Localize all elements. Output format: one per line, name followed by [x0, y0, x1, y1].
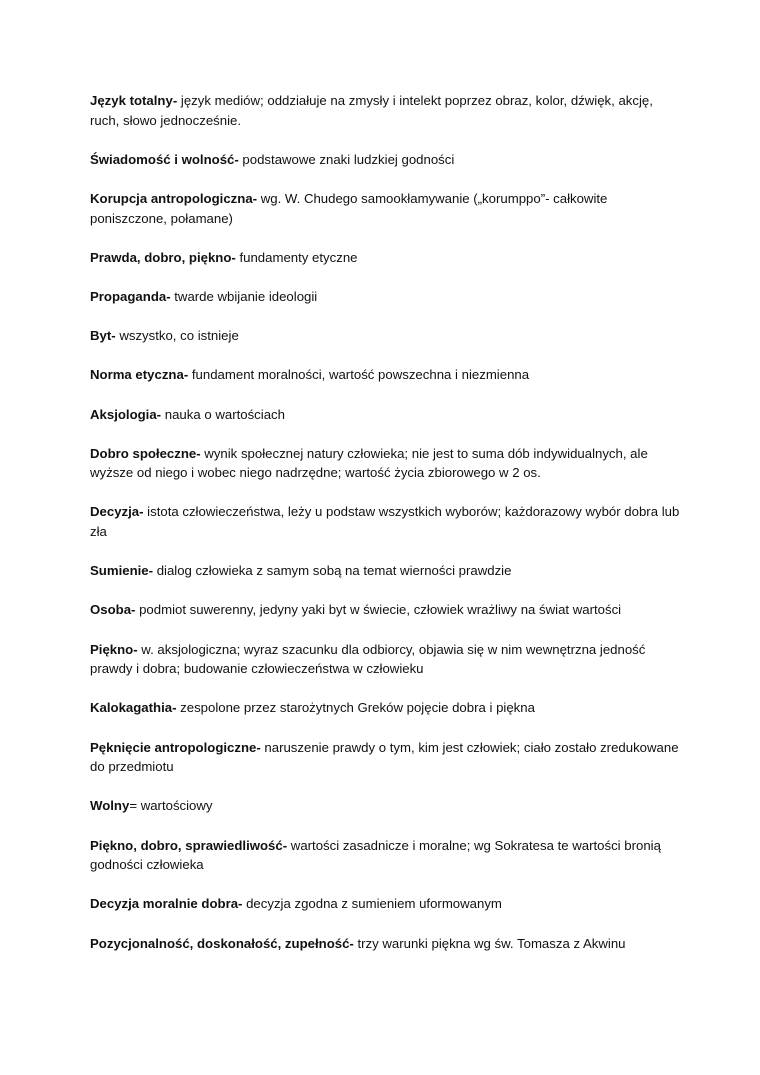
entry-definition: istota człowieczeństwa, leży u podstaw wszystkich wyborów; każdorazowy wybór dobra lub zła [90, 504, 680, 540]
entry-definition: fundament moralności, wartość powszechna i niezmienna [188, 367, 530, 383]
glossary-entry-decyzja-moralnie-dobra [90, 894, 680, 914]
entry-definition: fundamenty etyczne [235, 249, 358, 265]
entry-definition: wartości zasadnicze i moralne; wg Sokratesa te wartości bronią godności człowieka [90, 837, 661, 873]
glossary-entry-byt [90, 326, 680, 346]
entry-term: Byt- [90, 328, 116, 344]
glossary-entry-jezyk-totalny [90, 91, 680, 130]
glossary-entry-dobro-spoleczne [90, 444, 680, 483]
entry-definition: w. aksjologiczna; wyraz szacunku dla odbiorcy, objawia się w nim wewnętrzna jedność prawdy i dobra; budowanie człowieczeństwa w człowieku [90, 641, 646, 677]
entry-definition: język mediów; oddziałuje na zmysły i intelekt poprzez obraz, kolor, dźwięk, akcję, ruch, słowo jednocześnie. [90, 93, 653, 128]
glossary-entry-sumienie [90, 561, 680, 581]
glossary-entry-prawda-dobro-piekno [90, 248, 680, 268]
entry-definition: naruszenie prawdy o tym, kim jest człowiek; ciało zostało zredukowane do przedmiotu [90, 739, 679, 775]
entry-term: Dobro społeczne- [90, 445, 201, 461]
entry-term: Prawda, dobro, piękno- [90, 249, 236, 265]
entry-term: Decyzja moralnie dobra- [90, 896, 243, 912]
entry-term: Decyzja- [90, 504, 144, 520]
entry-definition: = wartościowy [129, 798, 213, 814]
entry-term: Piękno- [90, 641, 138, 657]
glossary-entry-kalokagathia [90, 698, 680, 718]
entry-term: Norma etyczna- [90, 367, 189, 383]
entry-definition: twarde wbijanie ideologii [170, 288, 318, 304]
glossary-entry-decyzja [90, 502, 680, 541]
glossary-entry-propaganda [90, 287, 680, 307]
entry-term: Sumienie- [90, 563, 154, 579]
entry-definition: podstawowe znaki ludzkiej godności [238, 151, 455, 167]
entry-term: Piękno, dobro, sprawiedliwość- [90, 837, 288, 853]
glossary-entry-norma-etyczna [90, 365, 680, 385]
glossary-entry-korupcja-antropologiczna [90, 189, 680, 228]
glossary-entry-piekno-dobro-sprawiedliwosc [90, 836, 680, 875]
entry-term: Język totalny- [90, 93, 178, 108]
entry-definition: wg. W. Chudego samookłamywanie („korumppo”- całkowite poniszczone, połamane) [90, 190, 608, 226]
entry-definition: wynik społecznej natury człowieka; nie jest to suma dób indywidualnych, ale wyższe od niego i wobec niego nadrzędne; wartość życia zbiorowego w 2 os. [90, 445, 648, 481]
glossary-entry-aksjologia [90, 405, 680, 425]
glossary-entry-swiadomosc-i-wolnosc [90, 150, 680, 170]
glossary-entry-pekniecie-antropologiczne [90, 738, 680, 777]
glossary-entry-pozycjonalnosc [90, 934, 680, 954]
entry-definition: nauka o wartościach [161, 406, 285, 422]
entry-term: Kalokagathia- [90, 700, 177, 716]
glossary-entry-osoba [90, 600, 680, 620]
entry-definition: dialog człowieka z samym sobą na temat wierności prawdzie [153, 563, 512, 579]
entry-term: Osoba- [90, 602, 136, 618]
entry-term: Świadomość i wolność- [90, 151, 239, 167]
entry-definition: zespolone przez starożytnych Greków pojęcie dobra i piękna [176, 700, 535, 716]
glossary-entry-piekno [90, 640, 680, 679]
entry-definition: wszystko, co istnieje [115, 328, 239, 344]
glossary-entry-wolny [90, 796, 680, 816]
entry-term: Korupcja antropologiczna- [90, 190, 258, 206]
entry-term: Wolny [90, 798, 130, 814]
entry-term: Pęknięcie antropologiczne- [90, 739, 261, 755]
entry-term: Aksjologia- [90, 406, 162, 422]
entry-definition: podmiot suwerenny, jedyny yaki byt w świecie, człowiek wrażliwy na świat wartości [135, 602, 622, 618]
entry-definition: trzy warunki piękna wg św. Tomasza z Akwinu [353, 935, 626, 951]
entry-term: Pozycjonalność, doskonałość, zupełność- [90, 935, 354, 951]
entry-definition: decyzja zgodna z sumieniem uformowanym [242, 896, 502, 912]
entry-term: Propaganda- [90, 288, 171, 304]
document-page [90, 91, 680, 973]
